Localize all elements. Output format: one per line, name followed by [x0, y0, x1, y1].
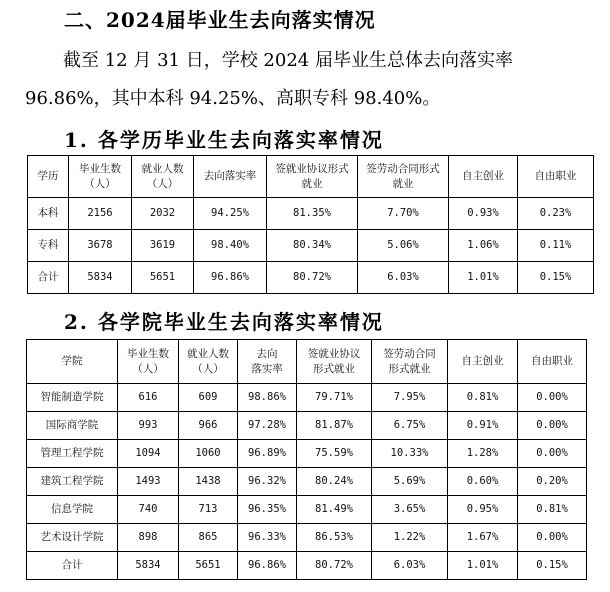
table-row — [27, 412, 587, 440]
value-cell: 0.93% — [449, 198, 518, 230]
education-level-table — [27, 155, 594, 294]
row-label-cell: 艺术设计学院 — [27, 524, 118, 552]
value-cell: 6.03% — [358, 262, 449, 294]
row-label-cell: 智能制造学院 — [27, 384, 118, 412]
value-cell: 1.01% — [448, 552, 518, 580]
value-cell: 98.86% — [238, 384, 297, 412]
value-cell: 0.60% — [448, 468, 518, 496]
value-cell: 81.49% — [297, 496, 372, 524]
row-label-cell: 国际商学院 — [27, 412, 118, 440]
value-cell: 0.91% — [448, 412, 518, 440]
column-header — [372, 340, 448, 384]
header-line-2: 就业 — [301, 177, 323, 190]
value-cell: 3.65% — [372, 496, 448, 524]
value-cell: 0.00% — [518, 384, 587, 412]
value-cell: 3619 — [132, 230, 194, 262]
value-cell: 5651 — [179, 552, 238, 580]
header-line-1: 自主创业 — [461, 355, 504, 367]
value-cell: 7.70% — [358, 198, 449, 230]
column-header — [267, 156, 358, 198]
value-cell: 0.95% — [448, 496, 518, 524]
value-cell: 1094 — [118, 440, 179, 468]
value-cell: 1438 — [179, 468, 238, 496]
value-cell: 993 — [118, 412, 179, 440]
value-cell: 0.23% — [518, 198, 594, 230]
table-row — [28, 262, 594, 294]
header-line-1: 自由职业 — [531, 355, 573, 367]
header-line-1: 自主创业 — [462, 170, 504, 182]
value-cell: 3678 — [69, 230, 132, 262]
value-cell: 5.69% — [372, 468, 448, 496]
value-cell: 5.06% — [358, 230, 449, 262]
column-header — [179, 340, 238, 384]
value-cell: 1.01% — [449, 262, 518, 294]
table2-title: 2. 各学院毕业生去向落实率情况 — [64, 310, 384, 334]
column-header — [358, 156, 449, 198]
value-cell: 81.87% — [297, 412, 372, 440]
column-header — [69, 156, 132, 198]
value-cell: 5651 — [132, 262, 194, 294]
header-line-2: （人） — [132, 362, 164, 375]
value-cell: 80.34% — [267, 230, 358, 262]
value-cell: 1.28% — [448, 440, 518, 468]
header-line-2: （人） — [146, 177, 179, 190]
value-cell: 0.00% — [518, 440, 587, 468]
value-cell: 0.20% — [518, 468, 587, 496]
value-cell: 98.40% — [194, 230, 267, 262]
value-cell: 96.35% — [238, 496, 297, 524]
value-cell: 2156 — [69, 198, 132, 230]
value-cell: 5834 — [118, 552, 179, 580]
table-row — [27, 524, 587, 552]
row-label-cell: 合计 — [28, 262, 69, 294]
header-line-1: 就业人数 — [141, 162, 184, 175]
value-cell: 10.33% — [372, 440, 448, 468]
table-row — [28, 230, 594, 262]
row-label-cell: 合计 — [27, 552, 118, 580]
header-line-1: 自由职业 — [534, 170, 577, 182]
column-header — [518, 340, 587, 384]
header-line-1: 签就业协议形式 — [275, 162, 349, 175]
value-cell: 96.33% — [238, 524, 297, 552]
value-cell: 6.03% — [372, 552, 448, 580]
table-row — [27, 440, 587, 468]
header-line-1: 签就业协议 — [307, 347, 361, 360]
header-line-2: 落实率 — [251, 362, 283, 375]
table-row — [27, 552, 587, 580]
value-cell: 94.25% — [194, 198, 267, 230]
college-table — [26, 339, 587, 580]
value-cell: 0.11% — [518, 230, 594, 262]
column-header — [132, 156, 194, 198]
header-line-1: 学院 — [61, 355, 83, 367]
value-cell: 80.72% — [297, 552, 372, 580]
column-header — [194, 156, 267, 198]
header-line-1: 签劳动合同 — [383, 347, 436, 360]
column-header — [448, 340, 518, 384]
value-cell: 97.28% — [238, 412, 297, 440]
value-cell: 0.81% — [518, 496, 587, 524]
value-cell: 0.15% — [518, 262, 594, 294]
value-cell: 740 — [118, 496, 179, 524]
column-header — [118, 340, 179, 384]
intro-line-2: 96.86%，其中本科 94.25%、高职专科 98.40%。 — [25, 88, 441, 109]
header-row — [27, 340, 587, 384]
header-line-2: 形式就业 — [388, 362, 431, 375]
value-cell: 616 — [118, 384, 179, 412]
row-label-cell: 专科 — [28, 230, 69, 262]
value-cell: 1.67% — [448, 524, 518, 552]
value-cell: 898 — [118, 524, 179, 552]
value-cell: 1.22% — [372, 524, 448, 552]
intro-line-1: 截至 12 月 31 日，学校 2024 届毕业生总体去向落实率 — [63, 50, 513, 71]
header-line-1: 就业人数 — [187, 347, 229, 360]
value-cell: 1493 — [118, 468, 179, 496]
value-cell: 0.00% — [518, 412, 587, 440]
value-cell: 80.24% — [297, 468, 372, 496]
value-cell: 81.35% — [267, 198, 358, 230]
column-header — [28, 156, 69, 198]
value-cell: 6.75% — [372, 412, 448, 440]
header-line-1: 去向落实率 — [203, 170, 257, 182]
value-cell: 2032 — [132, 198, 194, 230]
value-cell: 1.06% — [449, 230, 518, 262]
value-cell: 865 — [179, 524, 238, 552]
header-line-2: （人） — [192, 362, 224, 375]
row-label-cell: 建筑工程学院 — [27, 468, 118, 496]
value-cell: 7.95% — [372, 384, 448, 412]
value-cell: 0.00% — [518, 524, 587, 552]
value-cell: 966 — [179, 412, 238, 440]
value-cell: 5834 — [69, 262, 132, 294]
section-title: 二、2024届毕业生去向落实情况 — [64, 8, 376, 32]
table1-title: 1. 各学历毕业生去向落实率情况 — [64, 128, 384, 152]
table-row — [27, 384, 587, 412]
header-row — [28, 156, 594, 198]
value-cell: 80.72% — [267, 262, 358, 294]
value-cell: 713 — [179, 496, 238, 524]
row-label-cell: 本科 — [28, 198, 69, 230]
header-line-2: （人） — [84, 177, 116, 190]
table-row — [28, 198, 594, 230]
value-cell: 609 — [179, 384, 238, 412]
header-line-2: 形式就业 — [313, 362, 355, 375]
value-cell: 0.15% — [518, 552, 587, 580]
column-header — [449, 156, 518, 198]
value-cell: 96.89% — [238, 440, 297, 468]
value-cell: 1060 — [179, 440, 238, 468]
value-cell: 0.81% — [448, 384, 518, 412]
value-cell: 96.86% — [194, 262, 267, 294]
value-cell: 86.53% — [297, 524, 372, 552]
table-row — [27, 496, 587, 524]
header-line-1: 去向 — [256, 347, 278, 360]
table-row — [27, 468, 587, 496]
column-header — [27, 340, 118, 384]
header-line-1: 学历 — [37, 170, 59, 182]
header-line-2: 就业 — [392, 177, 414, 190]
row-label-cell: 信息学院 — [27, 496, 118, 524]
header-line-1: 签劳动合同形式 — [366, 162, 440, 175]
value-cell: 96.32% — [238, 468, 297, 496]
column-header — [518, 156, 594, 198]
header-line-1: 毕业生数 — [79, 162, 121, 175]
value-cell: 96.86% — [238, 552, 297, 580]
column-header — [238, 340, 297, 384]
value-cell: 75.59% — [297, 440, 372, 468]
header-line-1: 毕业生数 — [127, 347, 169, 360]
intro-paragraph — [25, 42, 595, 118]
value-cell: 79.71% — [297, 384, 372, 412]
row-label-cell: 管理工程学院 — [27, 440, 118, 468]
column-header — [297, 340, 372, 384]
